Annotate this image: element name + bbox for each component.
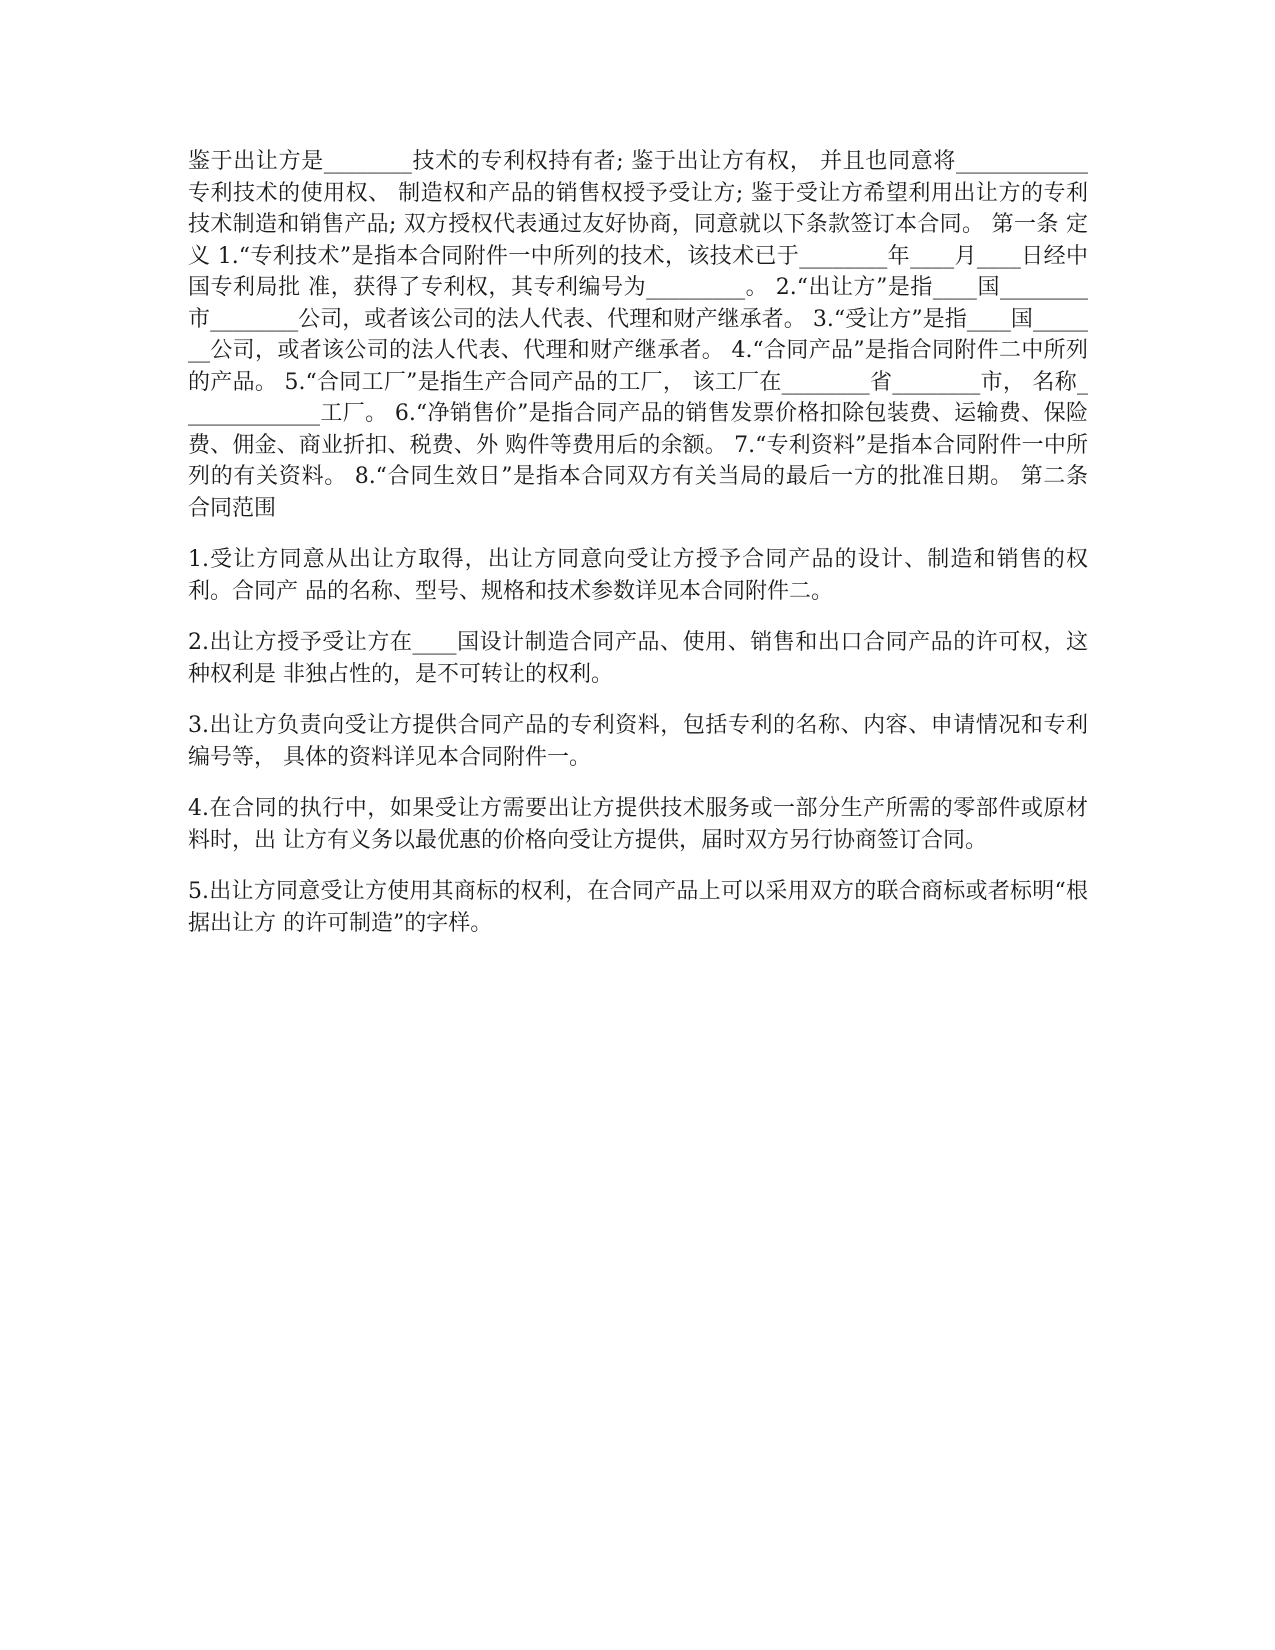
paragraph-clause-3: 3.出让方负责向受让方提供合同产品的专利资料，包括专利的名称、内容、申请情况和专利编号等， 具体的资料详见本合同附件一。 xyxy=(188,713,1088,770)
paragraph-clause-1: 1.受让方同意从出让方取得，出让方同意向受让方授予合同产品的设计、制造和销售的权利。合同产 品的名称、型号、规格和技术参数详见本合同附件二。 xyxy=(188,547,1088,604)
paragraph-clause-5: 5.出让方同意受让方使用其商标的权利，在合同产品上可以采用双方的联合商标或者标明“根据出让方 的许可制造”的字样。 xyxy=(188,879,1088,936)
paragraph-clause-2: 2.出让方授予受让方在____国设计制造合同产品、使用、销售和出口合同产品的许可权，这种权利是 非独占性的，是不可转让的权利。 xyxy=(188,630,1088,687)
paragraph-clause-4: 4.在合同的执行中，如果受让方需要出让方提供技术服务或一部分生产所需的零部件或原材料时，出 让方有义务以最优惠的价格向受让方提供，届时双方另行协商签订合同。 xyxy=(188,796,1088,853)
document-body xyxy=(188,146,1088,959)
paragraph-preamble-definitions: 鉴于出让方是________技术的专利权持有者; 鉴于出让方有权， 并且也同意将____________专利技术的使用权、 制造权和产品的销售权授予受让方; 鉴于受让方希望利用出让方的专利技术制造和销售产品; 双方授权代表通过友好协商，同意就以下条款签订本合同。 第一条 定义 1.“专利技术”是指本合同附件一中所列的技术，该技术已于________年____月____日经中国专利局批 准，获得了专利权，其专利编号为_________。 2.“出让方”是指____国________市________公司，或者该公司的法人代表、代理和财产继承者。 3.“受让方”是指____国_______公司，或者该公司的法人代表、代理和财产继承者。 4.“合同产品”是指合同附件二中所列的产品。 5.“合同工厂”是指生产合同产品的工厂， 该工厂在________省________市， 名称_____________工厂。 6.“净销售价”是指合同产品的销售发票价格扣除包装费、运输费、保险费、佣金、商业折扣、税费、外 购件等费用后的余额。 7.“专利资料”是指本合同附件一中所列的有关资料。 8.“合同生效日”是指本合同双方有关当局的最后一方的批准日期。 第二条 合同范围 xyxy=(188,149,1088,521)
